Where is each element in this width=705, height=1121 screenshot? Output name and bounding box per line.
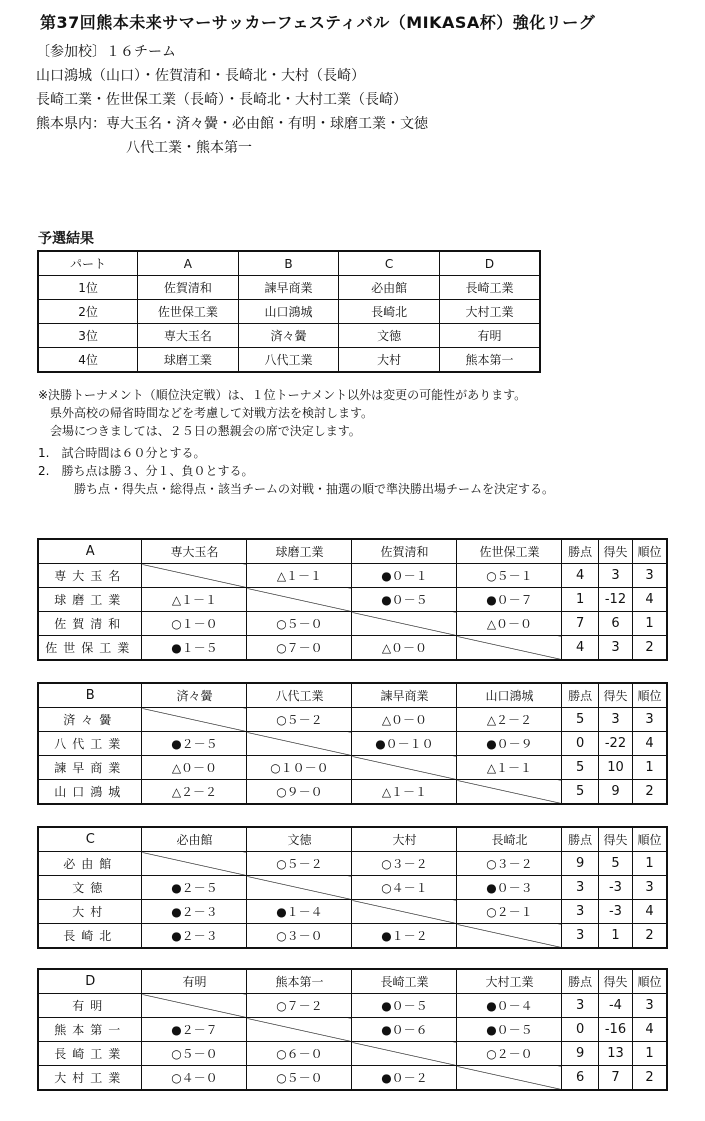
table-row (38, 636, 667, 661)
table-header-row (38, 539, 667, 564)
table-row (38, 1042, 667, 1066)
goal-diff-cell: -4 (598, 994, 632, 1018)
participants-line: 八代工業・熊本第一 (126, 140, 252, 156)
points-cell: 1 (562, 588, 598, 612)
points-cell: 3 (562, 900, 598, 924)
table-cell: 有明 (439, 324, 540, 348)
diagonal-cell (247, 732, 352, 756)
match-result: ○４－０ (142, 1066, 247, 1091)
stat-header: 順位 (633, 683, 667, 708)
goal-diff-cell: 6 (598, 612, 632, 636)
opponent-header: 諫早商業 (352, 683, 457, 708)
match-result: ○５－１ (457, 564, 562, 588)
rank-cell: 4 (633, 900, 667, 924)
team-name: 有明 (38, 994, 142, 1018)
table-row (38, 1018, 667, 1042)
team-name: 熊本第一 (38, 1018, 142, 1042)
points-cell: 7 (562, 612, 598, 636)
opponent-header: 球磨工業 (247, 539, 352, 564)
match-result: △２－２ (457, 708, 562, 732)
page-title: 第37回熊本未来サマーサッカーフェスティバル（MIKASA杯）強化リーグ (40, 13, 596, 32)
table-row (38, 612, 667, 636)
table-cell: 熊本第一 (439, 348, 540, 373)
opponent-header: 大村 (352, 827, 457, 852)
rank-cell: 1 (633, 756, 667, 780)
goal-diff-cell: -22 (598, 732, 632, 756)
points-cell: 0 (562, 732, 598, 756)
goal-diff-cell: -12 (598, 588, 632, 612)
table-cell: 3位 (38, 324, 138, 348)
league-label: A (38, 539, 142, 564)
diagonal-cell (352, 1042, 457, 1066)
points-cell: 4 (562, 636, 598, 661)
match-result: ●０－９ (457, 732, 562, 756)
stat-header: 勝点 (562, 539, 598, 564)
match-result: △１－１ (457, 756, 562, 780)
opponent-header: 長崎工業 (352, 969, 457, 994)
goal-diff-cell: -16 (598, 1018, 632, 1042)
diagonal-cell (247, 588, 352, 612)
points-cell: 5 (562, 708, 598, 732)
table-cell: 球磨工業 (138, 348, 239, 373)
table-row (38, 732, 667, 756)
rule-line: 1. 試合時間は６０分とする。 (38, 446, 206, 460)
points-cell: 6 (562, 1066, 598, 1091)
table-row (38, 348, 540, 373)
diagonal-cell (352, 900, 457, 924)
table-row (38, 852, 667, 876)
match-result: ●０－１０ (352, 732, 457, 756)
stat-header: 勝点 (562, 827, 598, 852)
opponent-header: 熊本第一 (247, 969, 352, 994)
diagonal-cell (352, 756, 457, 780)
match-result: ○２－０ (457, 1042, 562, 1066)
match-result: ●２－５ (142, 732, 247, 756)
table-cell: 八代工業 (238, 348, 339, 373)
goal-diff-cell: 3 (598, 708, 632, 732)
points-cell: 4 (562, 564, 598, 588)
rank-cell: 2 (633, 1066, 667, 1091)
opponent-header: 済々黌 (142, 683, 247, 708)
goal-diff-cell: 5 (598, 852, 632, 876)
stat-header: 勝点 (562, 683, 598, 708)
match-result: ●１－５ (142, 636, 247, 661)
league-table-a (37, 538, 668, 661)
participants-line: 長崎工業・佐世保工業（長崎）・長崎北・大村工業（長崎） (36, 92, 407, 108)
table-cell: 1位 (38, 276, 138, 300)
match-result: ○５－２ (247, 852, 352, 876)
match-result: ○７－０ (247, 636, 352, 661)
table-header-row (38, 827, 667, 852)
table-cell: 佐世保工業 (138, 300, 239, 324)
match-result: ○３－２ (457, 852, 562, 876)
header-cell: C (339, 251, 440, 276)
table-cell: 長崎北 (339, 300, 440, 324)
match-result: ○５－２ (247, 708, 352, 732)
rank-cell: 1 (633, 1042, 667, 1066)
league-table-d (37, 968, 668, 1091)
goal-diff-cell: 3 (598, 636, 632, 661)
team-name: 長崎北 (38, 924, 142, 949)
diagonal-cell (142, 852, 247, 876)
table-row (38, 756, 667, 780)
note-line: 県外高校の帰省時間などを考慮して対戦方法を検討します。 (50, 406, 374, 420)
match-result: ●２－３ (142, 924, 247, 949)
table-cell: 済々黌 (238, 324, 339, 348)
table-cell: 2位 (38, 300, 138, 324)
table-header-row (38, 969, 667, 994)
table-cell: 文徳 (339, 324, 440, 348)
diagonal-cell (352, 612, 457, 636)
match-result: ○１０－０ (247, 756, 352, 780)
stat-header: 得失 (598, 969, 632, 994)
stat-header: 順位 (633, 969, 667, 994)
goal-diff-cell: -3 (598, 876, 632, 900)
match-result: ●０－２ (352, 1066, 457, 1091)
match-result: ○３－０ (247, 924, 352, 949)
stat-header: 勝点 (562, 969, 598, 994)
opponent-header: 文徳 (247, 827, 352, 852)
match-result: ●２－５ (142, 876, 247, 900)
table-cell: 大村 (339, 348, 440, 373)
match-result: ○５－０ (247, 612, 352, 636)
rule-line: 勝ち点・得失点・総得点・該当チームの対戦・抽選の順で準決勝出場チームを決定する。 (74, 482, 555, 496)
diagonal-cell (457, 780, 562, 805)
rank-cell: 4 (633, 588, 667, 612)
match-result: △１－１ (352, 780, 457, 805)
prelim-title: 予選結果 (38, 231, 94, 247)
rank-cell: 3 (633, 876, 667, 900)
note-line: 会場につきましては、２５日の懇親会の席で決定します。 (50, 424, 361, 438)
match-result: ○７－２ (247, 994, 352, 1018)
rank-cell: 3 (633, 564, 667, 588)
match-result: △０－０ (142, 756, 247, 780)
diagonal-cell (142, 564, 247, 588)
table-cell: 必由館 (339, 276, 440, 300)
match-result: ●０－４ (457, 994, 562, 1018)
match-result: ○５－０ (247, 1066, 352, 1091)
match-result: ○６－０ (247, 1042, 352, 1066)
rank-cell: 2 (633, 636, 667, 661)
goal-diff-cell: 3 (598, 564, 632, 588)
match-result: ○４－１ (352, 876, 457, 900)
opponent-header: 長崎北 (457, 827, 562, 852)
team-name: 佐賀清和 (38, 612, 142, 636)
stat-header: 順位 (633, 539, 667, 564)
rank-cell: 3 (633, 708, 667, 732)
points-cell: 5 (562, 780, 598, 805)
team-name: 八代工業 (38, 732, 142, 756)
rank-cell: 4 (633, 1018, 667, 1042)
diagonal-cell (142, 708, 247, 732)
team-name: 済々黌 (38, 708, 142, 732)
points-cell: 9 (562, 1042, 598, 1066)
opponent-header: 必由館 (142, 827, 247, 852)
league-label: D (38, 969, 142, 994)
team-name: 球磨工業 (38, 588, 142, 612)
match-result: ●０－３ (457, 876, 562, 900)
match-result: △１－１ (247, 564, 352, 588)
points-cell: 5 (562, 756, 598, 780)
table-row (38, 780, 667, 805)
match-result: ●０－６ (352, 1018, 457, 1042)
table-cell: 山口鴻城 (238, 300, 339, 324)
points-cell: 3 (562, 924, 598, 949)
participants-line: 熊本県内：専大玉名・済々黌・必由館・有明・球磨工業・文徳 (36, 116, 428, 132)
match-result: ○９－０ (247, 780, 352, 805)
rank-cell: 1 (633, 852, 667, 876)
prelim-results-table (37, 250, 541, 373)
table-row (38, 276, 540, 300)
rank-cell: 4 (633, 732, 667, 756)
match-result: ○３－２ (352, 852, 457, 876)
table-row (38, 994, 667, 1018)
match-result: △０－０ (352, 708, 457, 732)
team-name: 必由館 (38, 852, 142, 876)
notes-section (38, 386, 554, 498)
table-header-row (38, 251, 540, 276)
stat-header: 順位 (633, 827, 667, 852)
table-row (38, 876, 667, 900)
points-cell: 0 (562, 1018, 598, 1042)
opponent-header: 専大玉名 (142, 539, 247, 564)
opponent-header: 佐世保工業 (457, 539, 562, 564)
table-header-row (38, 683, 667, 708)
team-name: 大村 (38, 900, 142, 924)
header-cell: B (238, 251, 339, 276)
match-result: △１－１ (142, 588, 247, 612)
goal-diff-cell: 1 (598, 924, 632, 949)
rank-cell: 2 (633, 780, 667, 805)
goal-diff-cell: 10 (598, 756, 632, 780)
participants-count: 〔参加校〕１６チーム (36, 44, 176, 60)
participants-line: 山口鴻城（山口）・佐賀清和・長崎北・大村（長崎） (36, 68, 365, 84)
match-result: ●１－２ (352, 924, 457, 949)
match-result: ●２－３ (142, 900, 247, 924)
table-cell: 専大玉名 (138, 324, 239, 348)
table-cell: 大村工業 (439, 300, 540, 324)
team-name: 長崎工業 (38, 1042, 142, 1066)
table-cell: 諫早商業 (238, 276, 339, 300)
table-row (38, 564, 667, 588)
match-result: ●０－７ (457, 588, 562, 612)
match-result: △２－２ (142, 780, 247, 805)
match-result: ●０－５ (352, 994, 457, 1018)
opponent-header: 八代工業 (247, 683, 352, 708)
stat-header: 得失 (598, 539, 632, 564)
header-cell: パート (38, 251, 138, 276)
team-name: 佐世保工業 (38, 636, 142, 661)
points-cell: 9 (562, 852, 598, 876)
match-result: ●２－７ (142, 1018, 247, 1042)
stat-header: 得失 (598, 683, 632, 708)
goal-diff-cell: 13 (598, 1042, 632, 1066)
match-result: ○１－０ (142, 612, 247, 636)
note-line: ※決勝トーナメント（順位決定戦）は、１位トーナメント以外は変更の可能性があります。 (38, 388, 527, 402)
opponent-header: 有明 (142, 969, 247, 994)
league-table-b (37, 682, 668, 805)
league-label: B (38, 683, 142, 708)
team-name: 専大玉名 (38, 564, 142, 588)
rank-cell: 2 (633, 924, 667, 949)
team-name: 山口鴻城 (38, 780, 142, 805)
league-label: C (38, 827, 142, 852)
table-row (38, 300, 540, 324)
goal-diff-cell: -3 (598, 900, 632, 924)
table-cell: 4位 (38, 348, 138, 373)
table-row (38, 324, 540, 348)
match-result: ○２－１ (457, 900, 562, 924)
rule-line: 2. 勝ち点は勝３、分１、負０とする。 (38, 464, 254, 478)
diagonal-cell (247, 1018, 352, 1042)
table-row (38, 1066, 667, 1091)
match-result: ●０－５ (457, 1018, 562, 1042)
rank-cell: 1 (633, 612, 667, 636)
opponent-header: 佐賀清和 (352, 539, 457, 564)
match-result: △０－０ (352, 636, 457, 661)
header-cell: A (138, 251, 239, 276)
goal-diff-cell: 9 (598, 780, 632, 805)
league-table-c (37, 826, 668, 949)
stat-header: 得失 (598, 827, 632, 852)
participants-section (36, 40, 428, 160)
table-row (38, 900, 667, 924)
table-row (38, 924, 667, 949)
goal-diff-cell: 7 (598, 1066, 632, 1091)
table-row (38, 708, 667, 732)
match-result: ●０－５ (352, 588, 457, 612)
diagonal-cell (457, 636, 562, 661)
match-result: △０－０ (457, 612, 562, 636)
diagonal-cell (247, 876, 352, 900)
diagonal-cell (457, 1066, 562, 1091)
diagonal-cell (142, 994, 247, 1018)
match-result: ○５－０ (142, 1042, 247, 1066)
points-cell: 3 (562, 876, 598, 900)
team-name: 文徳 (38, 876, 142, 900)
team-name: 大村工業 (38, 1066, 142, 1091)
diagonal-cell (457, 924, 562, 949)
rank-cell: 3 (633, 994, 667, 1018)
opponent-header: 大村工業 (457, 969, 562, 994)
table-cell: 佐賀清和 (138, 276, 239, 300)
points-cell: 3 (562, 994, 598, 1018)
match-result: ●１－４ (247, 900, 352, 924)
table-cell: 長崎工業 (439, 276, 540, 300)
match-result: ●０－１ (352, 564, 457, 588)
table-row (38, 588, 667, 612)
header-cell: D (439, 251, 540, 276)
opponent-header: 山口鴻城 (457, 683, 562, 708)
team-name: 諫早商業 (38, 756, 142, 780)
